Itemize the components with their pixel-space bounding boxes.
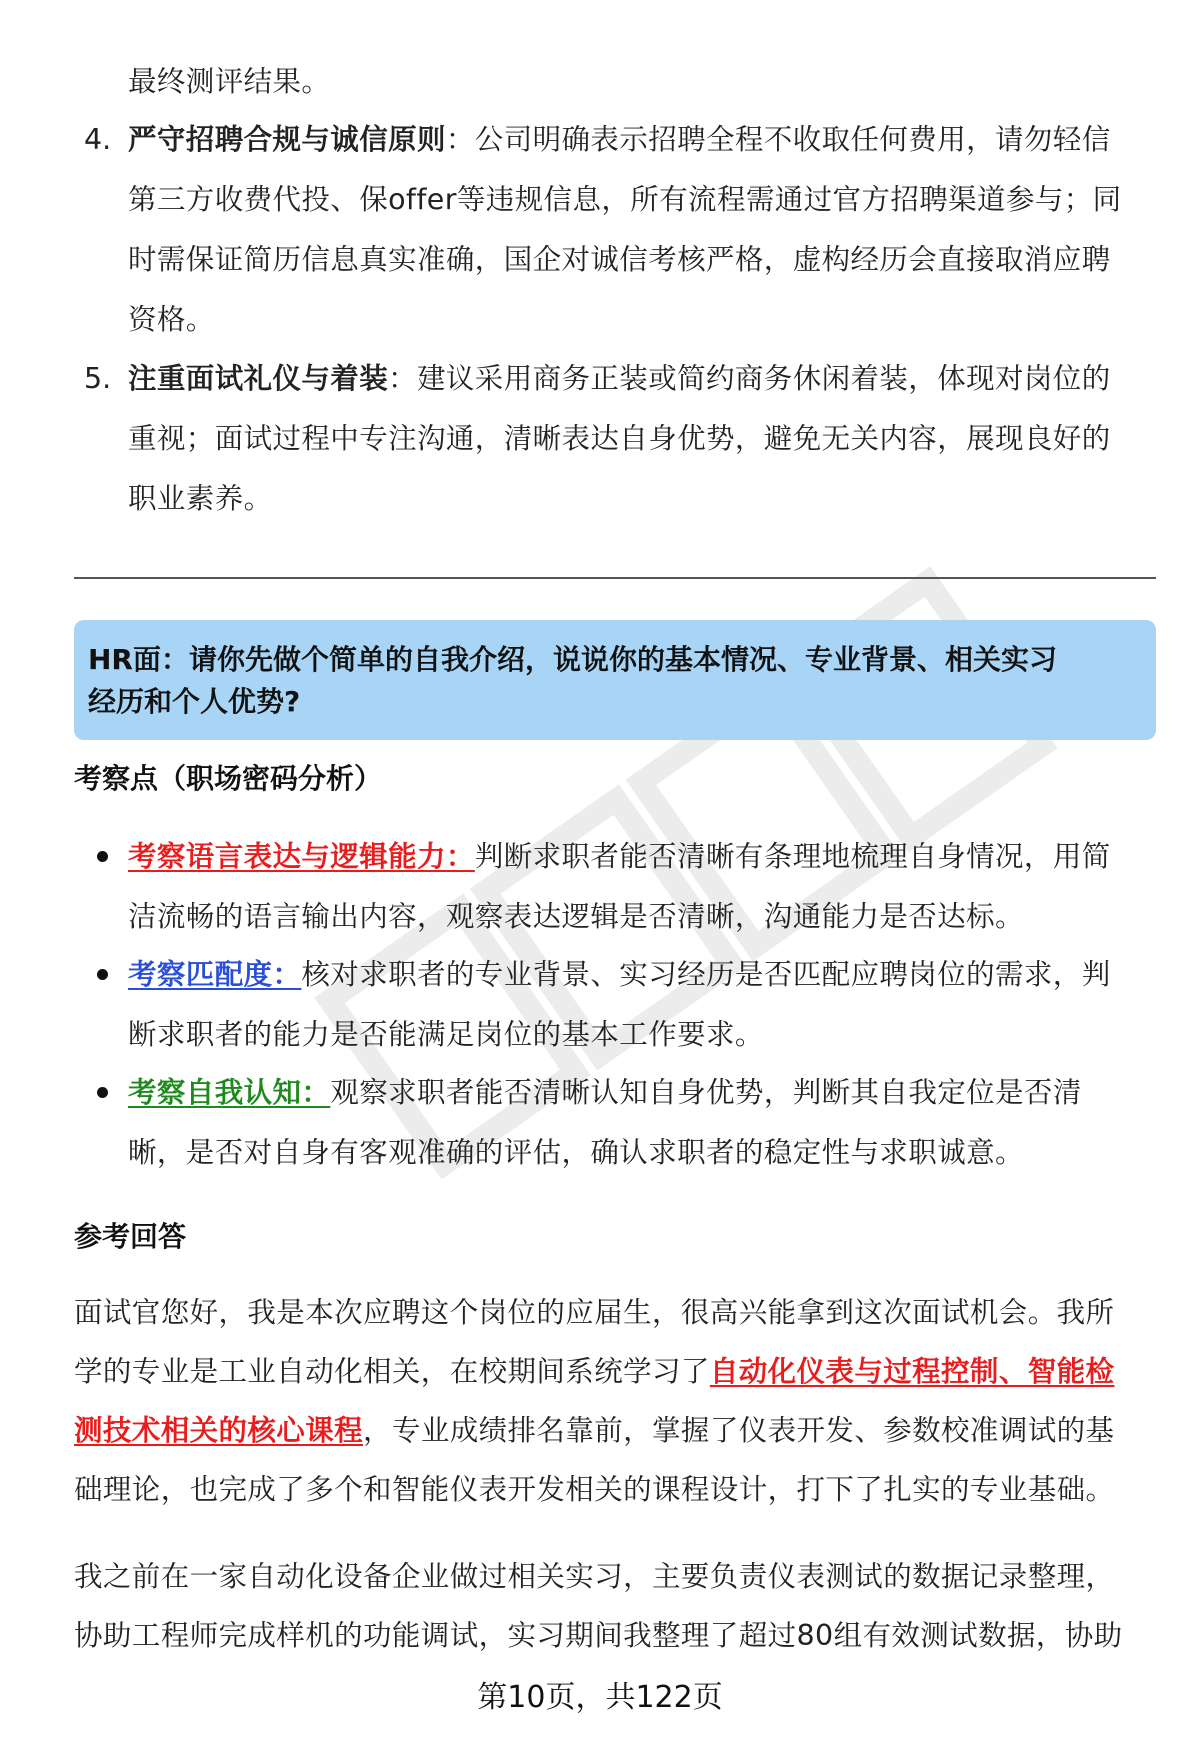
list-item-5-text: ：建议采用商务正装或简约商务休闲着装，体现对岗位的 <box>388 362 1111 395</box>
bullet-dot <box>97 851 108 862</box>
answer-para2-line1: 我之前在一家自动化设备企业做过相关实习，主要负责仪表测试的数据记录整理， <box>74 1560 1115 1593</box>
list-item-4-title: 严守招聘合规与诚信原则 <box>128 123 446 156</box>
list-item-4-line4: 资格。 <box>128 303 215 336</box>
list-item-4-line2: 第三方收费代投、保offer等违规信息，所有流程需通过官方招聘渠道参与；同 <box>128 183 1122 216</box>
answer-highlight: 测技术相关的核心课程 <box>74 1414 364 1447</box>
answer-para1-text: ，专业成绩排名靠前，掌握了仪表开发、参数校准调试的基 <box>363 1414 1115 1447</box>
analysis-bullet-3-line2: 晰，是否对自身有客观准确的评估，确认求职者的稳定性与求职诚意。 <box>128 1136 1024 1169</box>
answer-para1-line4: 础理论，也完成了多个和智能仪表开发相关的课程设计，打下了扎实的专业基础。 <box>74 1473 1115 1506</box>
list-item-5-line3: 职业素养。 <box>128 482 273 515</box>
list-item-4-line1 <box>128 110 1111 170</box>
question-line2: 经历和个人优势? <box>88 685 301 718</box>
list-item-5-line1 <box>128 349 1111 409</box>
answer-heading: 参考回答 <box>74 1220 187 1253</box>
analysis-bullet-2-label: 考察匹配度： <box>128 958 302 991</box>
analysis-bullet-1-label: 考察语言表达与逻辑能力： <box>128 840 475 873</box>
analysis-bullet-2-line1 <box>128 945 1111 1005</box>
analysis-bullet-2-line2: 断求职者的能力是否能满足岗位的基本工作要求。 <box>128 1018 764 1051</box>
list-number-4: 4. <box>84 123 112 156</box>
answer-para2-line2: 协助工程师完成样机的功能调试，实习期间我整理了超过80组有效测试数据，协助 <box>74 1619 1123 1652</box>
list-item-5-title: 注重面试礼仪与着装 <box>128 362 389 395</box>
list-item-4-text: ：公司明确表示招聘全程不收取任何费用，请勿轻信 <box>445 123 1111 156</box>
analysis-heading: 考察点（职场密码分析） <box>74 762 383 795</box>
answer-para1-line3 <box>74 1401 1114 1461</box>
analysis-bullet-1-line1 <box>128 827 1111 887</box>
page-number-footer: 第10页，共122页 <box>477 1680 723 1715</box>
bullet-dot <box>97 969 108 980</box>
analysis-bullet-1-line2: 洁流畅的语言输出内容，观察表达逻辑是否清晰，沟通能力是否达标。 <box>128 900 1024 933</box>
analysis-bullet-1-text: 判断求职者能否清晰有条理地梳理自身情况，用简 <box>474 840 1111 873</box>
analysis-bullet-3-text: 观察求职者能否清晰认知自身优势，判断其自我定位是否清 <box>330 1076 1082 1109</box>
list-item-4-line3: 时需保证简历信息真实准确，国企对诚信考核严格，虚构经历会直接取消应聘 <box>128 243 1111 276</box>
analysis-bullet-3-label: 考察自我认知： <box>128 1076 331 1109</box>
list-continuation-text: 最终测评结果。 <box>128 65 331 98</box>
bullet-dot <box>97 1087 108 1098</box>
analysis-bullet-2-text: 核对求职者的专业背景、实习经历是否匹配应聘岗位的需求，判 <box>301 958 1111 991</box>
answer-para1-text: 学的专业是工业自动化相关，在校期间系统学习了 <box>74 1355 710 1388</box>
answer-para1-line1: 面试官您好，我是本次应聘这个岗位的应届生，很高兴能拿到这次面试机会。我所 <box>74 1296 1115 1329</box>
analysis-bullet-3-line1 <box>128 1063 1082 1123</box>
list-number-5: 5. <box>84 362 112 395</box>
answer-highlight: 自动化仪表与过程控制、智能检 <box>709 1355 1115 1388</box>
answer-para1-line2 <box>74 1342 1114 1402</box>
section-divider <box>74 577 1156 579</box>
question-line1: HR面：请你先做个简单的自我介绍，说说你的基本情况、专业背景、相关实习 <box>88 643 1057 676</box>
list-item-5-line2: 重视；面试过程中专注沟通，清晰表达自身优势，避免无关内容，展现良好的 <box>128 422 1111 455</box>
